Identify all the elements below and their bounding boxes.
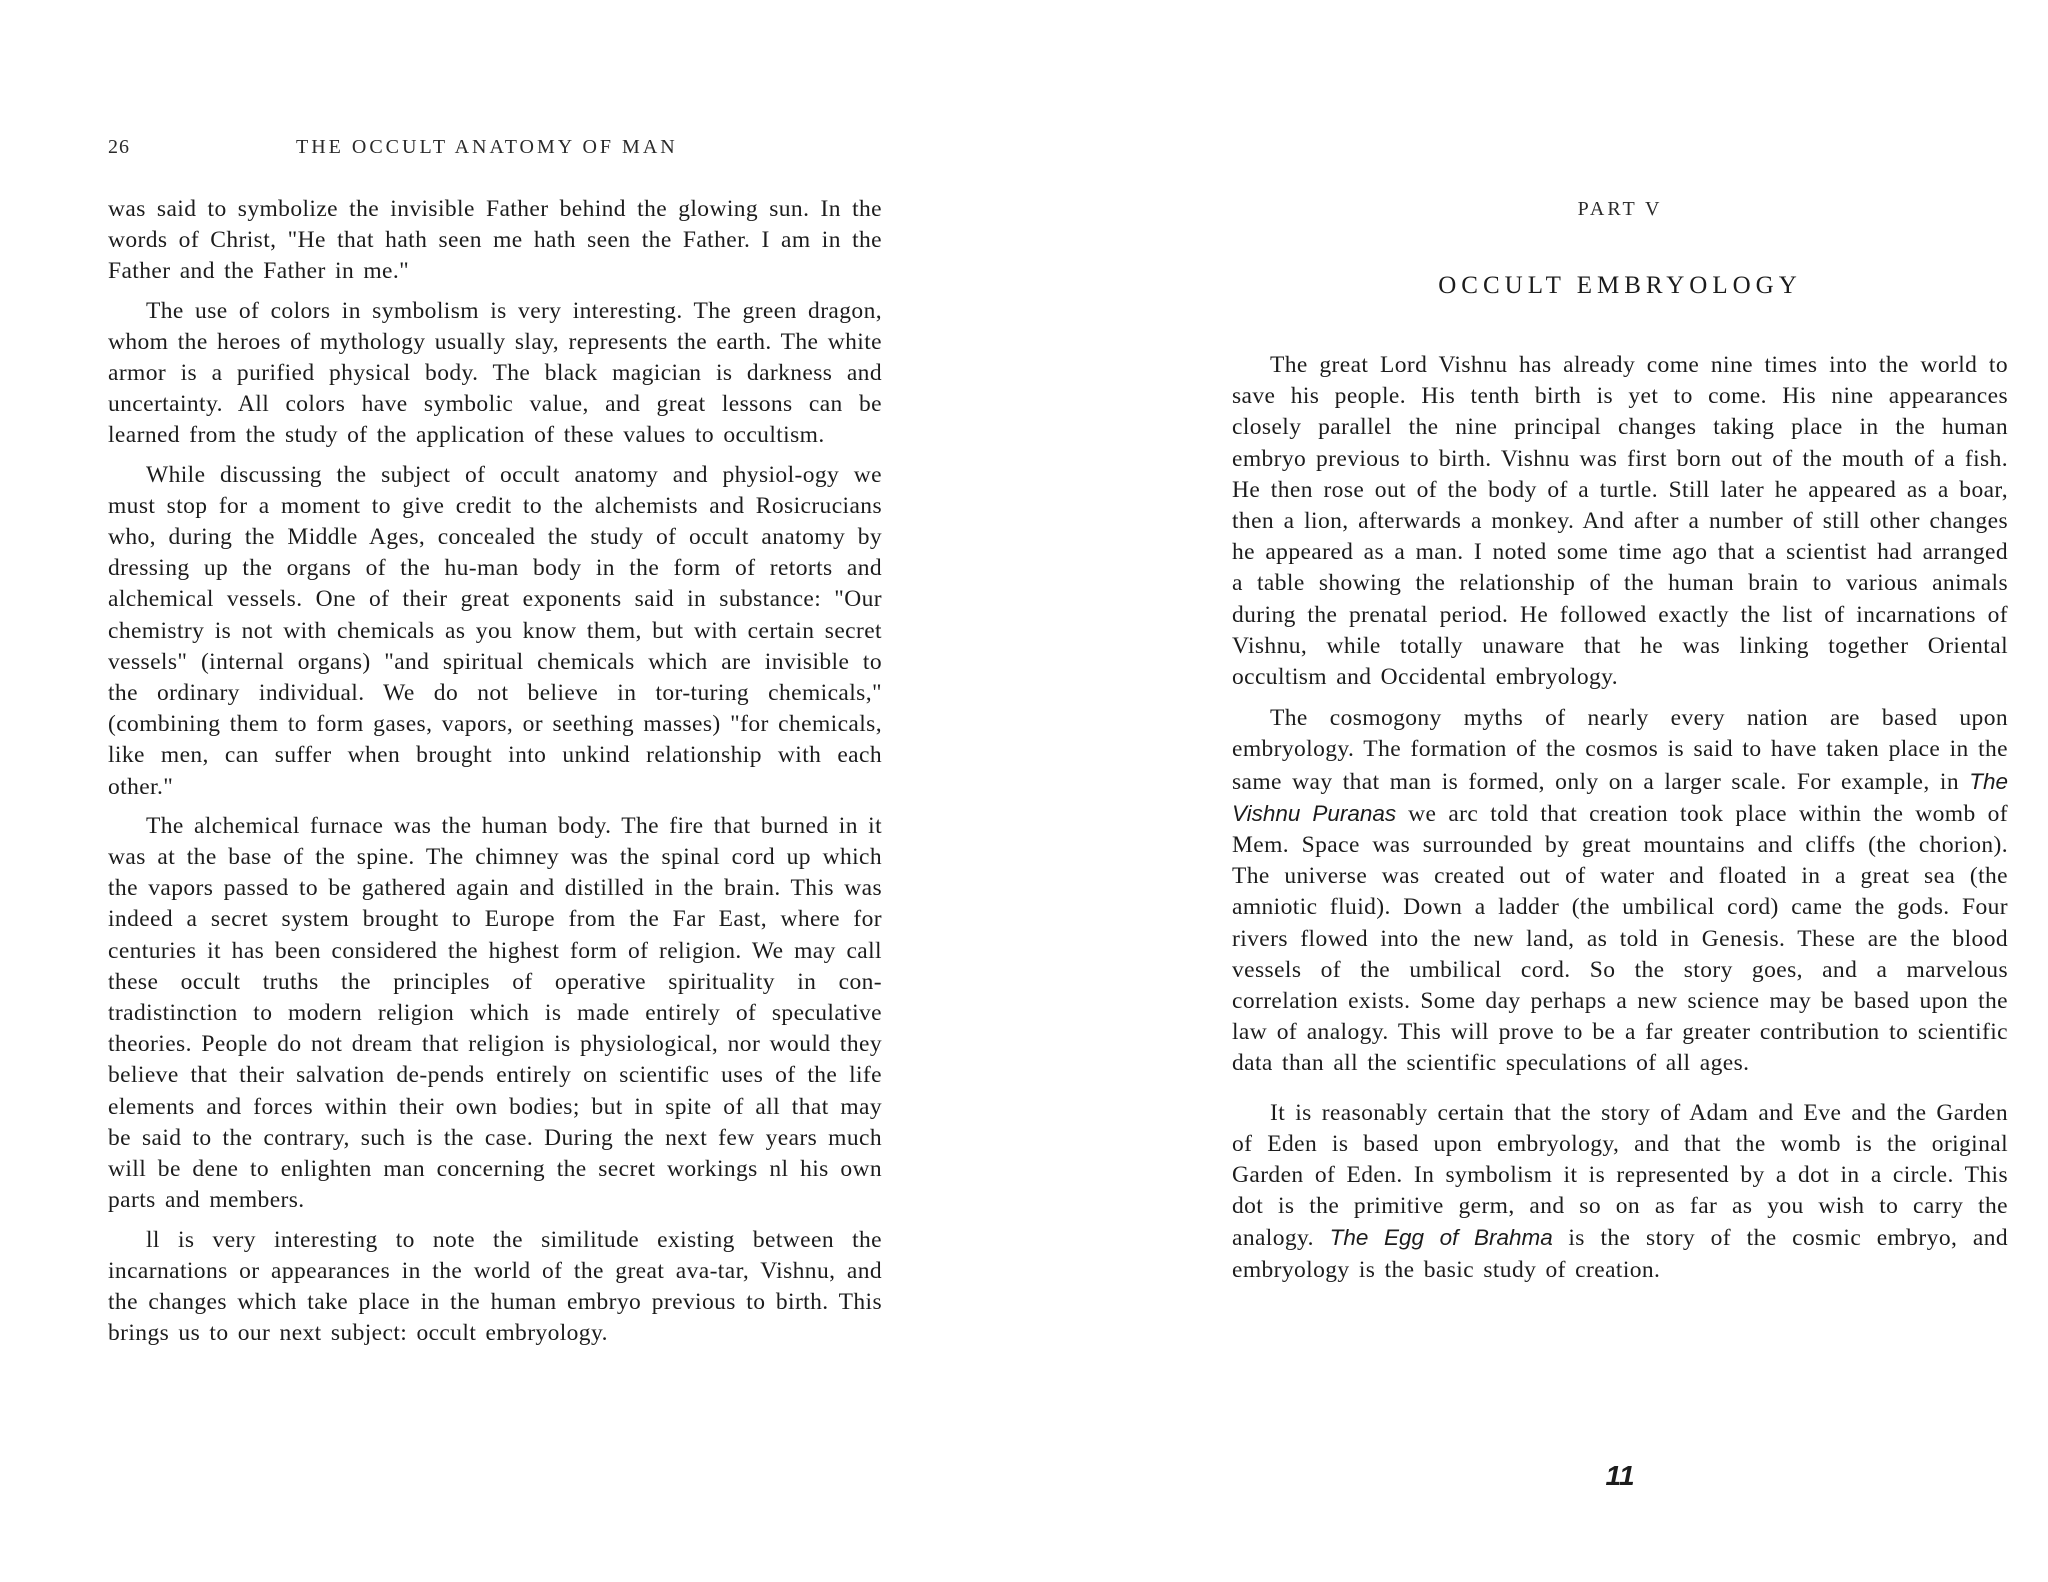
paragraph xyxy=(1232,703,2008,1079)
text-run: is the story of the cosmic embryo, and embryology is the basic study of creation. xyxy=(1232,1225,2008,1283)
text-run: The cosmogony myths of nearly every nation are based upon embryology. The formation of the cosmos is said to have taken place in the same way that man is formed, only on a larger scale. For example, in xyxy=(1232,705,2008,795)
part-label: PART V xyxy=(1577,198,1663,220)
paragraph: While discussing the subject of occult anatomy and physiol-ogy we must stop for a moment to give credit to the alchemists and Rosicrucians who, during the Middle Ages, concealed the study of occult anatomy by dressing up the organs of the hu-man body in the form of retorts and alchemical vessels. One of their great exponents said in substance: "Our chemistry is not with chemicals as you know them, but with certain secret vessels" (internal organs) "and spiritual chemicals which are invisible to the ordinary individual. We do not believe in tor-turing chemicals," (combining them to form gases, vapors, or seething masses) "for chemicals, like men, can suffer when brought into unkind relationship with each other." xyxy=(108,461,882,800)
page-number: 11 xyxy=(1605,1460,1635,1491)
right-body-text xyxy=(1232,350,2008,1296)
paragraph: was said to symbolize the invisible Father behind the glowing sun. In the words of Christ, "He that hath seen me hath seen the Father. I am in the Father and the Father in me." xyxy=(108,196,882,285)
paragraph: ll is very interesting to note the similitude existing between the incarnations or appearances in the world of the great ava-tar, Vishnu, and the changes which take place in the human embryo previous to birth. This brings us to our next subject: occult embryology. xyxy=(108,1226,882,1347)
text-run: we arc told that creation took place within the womb of Mem. Space was surrounded by great mountains and cliffs (the chorion). The universe was created out of water and floated in a great sea (the amniotic fluid). Down a ladder (the umbilical cord) came the gods. Four rivers flowed into the new land, as told in Genesis. These are the blood vessels of the umbilical cord. So the story goes, and a marvelous correlation exists. Some day perhaps a new science may be based upon the law of analogy. This will prove to be a far greater contribution to scientific data than all the scientific speculations of all ages. xyxy=(1232,800,2008,1077)
book-title: The Vishnu Puranas xyxy=(1232,768,2008,826)
left-body-text xyxy=(108,194,882,1357)
book-title: The Egg of Brahma xyxy=(1329,1225,1553,1251)
paragraph: The alchemical furnace was the human body. The fire that burned in it was at the base of the spine. The chimney was the spinal cord up which the vapors passed to be gathered again and distilled in the brain. This was indeed a secret system brought to Europe from the Far East, where for centuries it has been considered the highest form of religion. We may call these occult truths the principles of operative spirituality in con-tradistinction to modern religion which is made entirely of speculative theories. People do not dream that religion is physiological, nor would they believe that their salvation de-pends entirely on scientific uses of the life elements and forces within their own bodies; but in spite of all that may be said to the contrary, such is the case. During the next few years much will be dene to enlighten man concerning the secret workings nl his own parts and members. xyxy=(108,812,882,1214)
paragraph: The use of colors in symbolism is very interesting. The green dragon, whom the heroes of mythology usually slay, represents the earth. The white armor is a purified physical body. The black magician is darkness and uncertainty. All colors have symbolic value, and great lessons can be learned from the study of the application of these values to occultism. xyxy=(108,297,882,449)
right-page xyxy=(1232,0,2012,1582)
running-title: THE OCCULT ANATOMY OF MAN xyxy=(296,136,678,158)
folio: 26 xyxy=(108,136,130,158)
left-page xyxy=(108,0,888,1582)
paragraph xyxy=(1232,1098,2008,1286)
paragraph: The great Lord Vishnu has already come nine times into the world to save his people. His tenth birth is yet to come. His nine appearances closely parallel the nine principal changes taking place in the human embryo previous to birth. Vishnu was first born out of the mouth of a fish. He then rose out of the body of a turtle. Still later he appeared as a boar, then a lion, afterwards a monkey. And after a number of still other changes he appeared as a man. I noted some time ago that a scientist had arranged a table showing the relationship of the human brain to various animals during the prenatal period. He followed exactly the list of incarnations of Vishnu, while totally unaware that he was linking together Oriental occultism and Occidental embryology. xyxy=(1232,352,2008,691)
text-run: It is reasonably certain that the story of Adam and Eve and the Garden of Eden is based upon embryology, and that the womb is the original Garden of Eden. In symbolism it is represented by a dot in a circle. This dot is the primitive germ, and so on as far as you wish to carry the analogy. xyxy=(1232,1099,2008,1252)
chapter-title: OCCULT EMBRYOLOGY xyxy=(1438,272,1802,299)
